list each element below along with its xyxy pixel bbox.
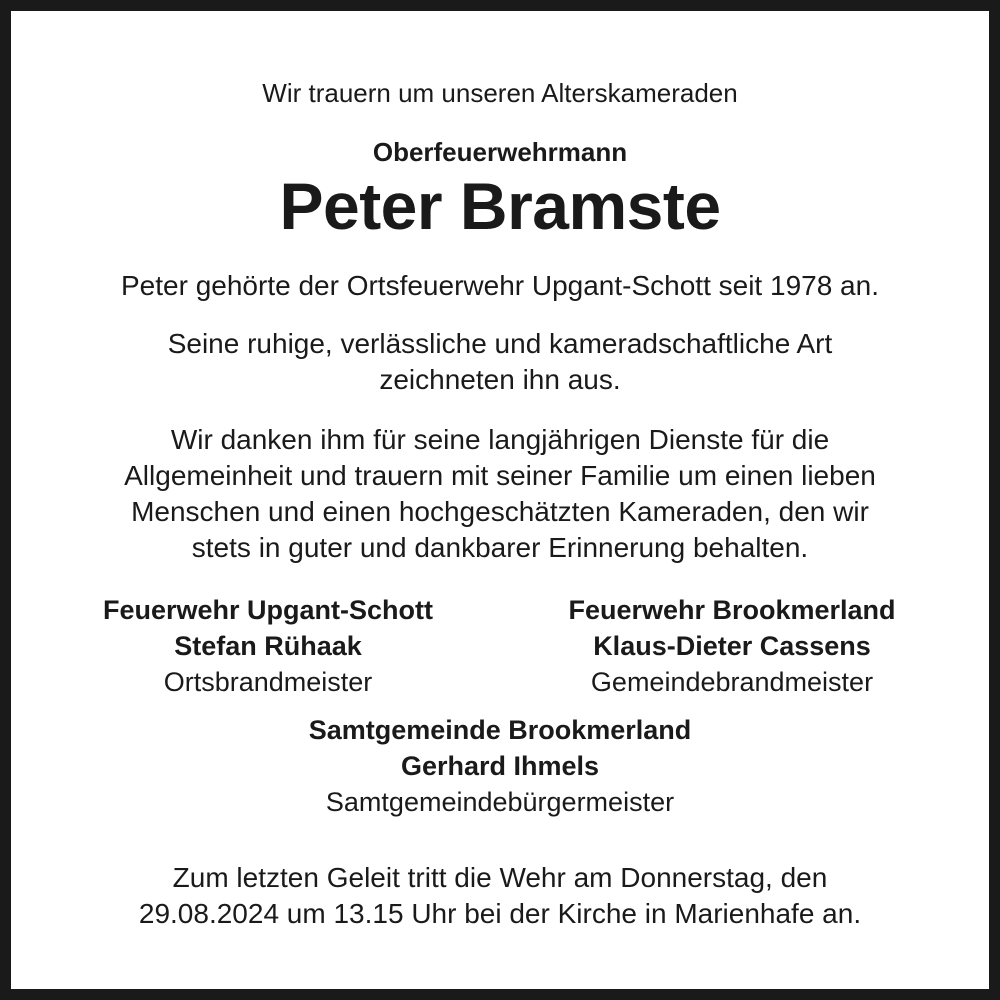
rank-title: Oberfeuerwehrmann [372,137,628,167]
signatory-org: Feuerwehr Brookmerland [568,595,896,625]
paragraph-line: stets in guter und dankbarer Erinnerung behalten. [191,532,809,563]
paragraph-line: Allgemeinheit und trauern mit seiner Familie um einen lieben [124,460,876,491]
paragraph-line: Menschen und einen hochgeschätzten Kameraden, den wir [131,496,869,527]
paragraph-line: Peter gehörte der Ortsfeuerwehr Upgant-Schott seit 1978 an. [121,270,879,301]
funeral-notice [0,860,1000,932]
signatory-role: Samtgemeindebürgermeister [325,787,675,817]
deceased-name: Peter Bramste [279,169,721,243]
signatory-role: Gemeindebrandmeister [590,667,874,697]
paragraph-line: Wir danken ihm für seine langjährigen Dienste für die [170,424,830,455]
paragraph-line: Seine ruhige, verlässliche und kameradschaftliche Art [167,328,833,359]
signatory-brookmerland [482,592,982,700]
paragraph-line: zeichneten ihn aus. [379,364,621,395]
signatory-person: Gerhard Ihmels [400,751,600,781]
signatory-person: Stefan Rühaak [174,631,362,661]
signatory-samtgemeinde [0,712,1000,820]
membership-paragraph [0,270,1000,302]
paragraph-line: Zum letzten Geleit tritt die Wehr am Donnerstag, den [172,862,828,893]
thanks-paragraph [0,422,1000,566]
intro-text: Wir trauern um unseren Alterskameraden [262,78,738,108]
character-paragraph [0,326,1000,398]
signatory-person: Klaus-Dieter Cassens [593,631,871,661]
signatory-org: Feuerwehr Upgant-Schott [102,595,433,625]
paragraph-line: 29.08.2024 um 13.15 Uhr bei der Kirche in Marienhafe an. [138,898,862,929]
signatory-upgant-schott [18,592,518,700]
signatory-role: Ortsbrandmeister [163,667,373,697]
signatory-org: Samtgemeinde Brookmerland [308,715,692,745]
